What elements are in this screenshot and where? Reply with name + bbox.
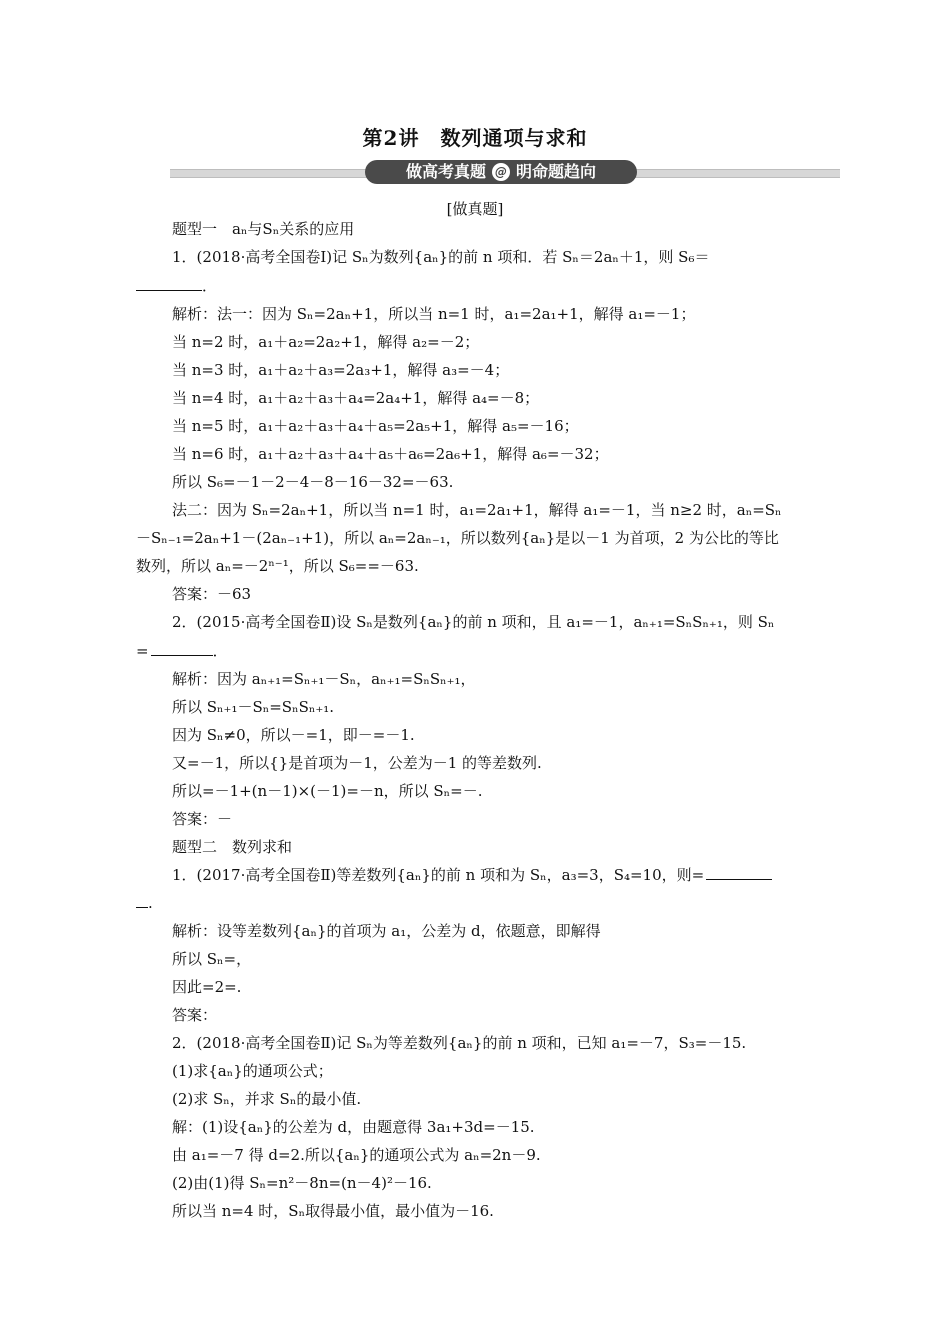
solution-line: 所以 Sₙ=， [172, 950, 252, 968]
problem-line: 2．(2018·高考全国卷Ⅱ)记 Sₙ为等差数列{aₙ}的前 n 项和，已知 a₁=－7，S₃=－15. [172, 1034, 747, 1052]
banner-pill [365, 160, 637, 184]
answer-blank [136, 276, 202, 291]
solution-line: 又=－1，所以{}是首项为－1，公差为－1 的等差数列. [172, 754, 542, 772]
solution-line: 解析：因为 aₙ₊₁=Sₙ₊₁－Sₙ，aₙ₊₁=SₙSₙ₊₁， [172, 670, 476, 688]
section-subheading: [做真题] [446, 200, 504, 218]
answer-line: 答案： [172, 1006, 218, 1024]
answer-blank-line: . [136, 893, 153, 913]
solution-line: 当 n=5 时，a₁＋a₂＋a₃＋a₄＋a₅=2a₅+1，解得 a₅=－16； [172, 417, 579, 435]
solution-line: 法二：因为 Sₙ=2aₙ+1，所以当 n=1 时，a₁=2a₁+1，解得 a₁=－1，当 n≥2 时，aₙ=Sₙ [172, 501, 782, 519]
problem-line: 1．(2017·高考全国卷Ⅱ)等差数列{aₙ}的前 n 项和为 Sₙ，a₃=3，S₄=10，则= [172, 865, 772, 885]
solution-line: 解析：设等差数列{aₙ}的首项为 a₁，公差为 d，依题意，即解得 [172, 922, 601, 940]
solution-line: －Sₙ₋₁=2aₙ+1－(2aₙ₋₁+1)，所以 aₙ=2aₙ₋₁，所以数列{aₙ}是以－1 为首项，2 为公比的等比 [136, 529, 779, 547]
solution-line: 由 a₁=－7 得 d=2.所以{aₙ}的通项公式为 aₙ=2n－9. [172, 1146, 541, 1164]
answer-blank-line: ． [136, 276, 217, 296]
solution-line: 数列，所以 aₙ=－2ⁿ⁻¹，所以 S₆==－63. [136, 557, 419, 575]
banner-badge-icon: @ [492, 163, 510, 181]
solution-line: 因为 Sₙ≠0，所以－=1，即－=－1. [172, 726, 415, 744]
solution-line: 所以当 n=4 时，Sₙ取得最小值，最小值为－16. [172, 1202, 494, 1220]
solution-line: 所以 S₆=－1－2－4－8－16－32=－63. [172, 473, 454, 491]
answer-line: 答案：－63 [172, 585, 252, 603]
problem-part: (1)求{aₙ}的通项公式； [172, 1062, 333, 1080]
answer-line: 答案：－ [172, 810, 233, 828]
answer-blank [136, 893, 148, 908]
solution-line: 所以=－1+(n－1)×(－1)=－n，所以 Sₙ=－. [172, 782, 483, 800]
problem-line: 1．(2018·高考全国卷Ⅰ)记 Sₙ为数列{aₙ}的前 n 项和．若 Sₙ＝2aₙ＋1，则 S₆＝ [172, 248, 710, 266]
solution-line: (2)由(1)得 Sₙ=n²－8n=(n－4)²－16. [172, 1174, 432, 1192]
problem-line: 2．(2015·高考全国卷Ⅱ)设 Sₙ是数列{aₙ}的前 n 项和，且 a₁=－1，aₙ₊₁=SₙSₙ₊₁，则 Sₙ [172, 613, 775, 631]
answer-blank [151, 641, 213, 656]
solution-line: 当 n=3 时，a₁＋a₂＋a₃=2a₃+1，解得 a₃=－4； [172, 361, 510, 379]
solution-line: 因此=2=. [172, 978, 242, 996]
solution-line: 解：(1)设{aₙ}的公差为 d，由题意得 3a₁+3d=－15. [172, 1118, 535, 1136]
problem-part: (2)求 Sₙ，并求 Sₙ的最小值. [172, 1090, 362, 1108]
banner-left-text: 做高考真题 [405, 162, 486, 181]
answer-blank-line: = ． [136, 642, 228, 660]
solution-line: 解析：法一：因为 Sₙ=2aₙ+1，所以当 n=1 时，a₁=2a₁+1，解得 a₁=－1； [172, 305, 696, 323]
solution-line: 当 n=2 时，a₁＋a₂=2a₂+1，解得 a₂=－2； [172, 333, 480, 351]
answer-blank [706, 865, 772, 880]
solution-line: 所以 Sₙ₊₁－Sₙ=SₙSₙ₊₁. [172, 698, 335, 716]
section-banner [170, 160, 840, 184]
banner-right-text: 明命题趋向 [516, 162, 597, 181]
page-title: 第2讲 数列通项与求和 [362, 126, 588, 150]
topic-heading: 题型一 aₙ与Sₙ关系的应用 [172, 220, 355, 238]
topic-heading: 题型二 数列求和 [172, 838, 293, 856]
solution-line: 当 n=6 时，a₁＋a₂＋a₃＋a₄＋a₅＋a₆=2a₆+1，解得 a₆=－32； [172, 445, 609, 463]
solution-line: 当 n=4 时，a₁＋a₂＋a₃＋a₄=2a₄+1，解得 a₄=－8； [172, 389, 540, 407]
